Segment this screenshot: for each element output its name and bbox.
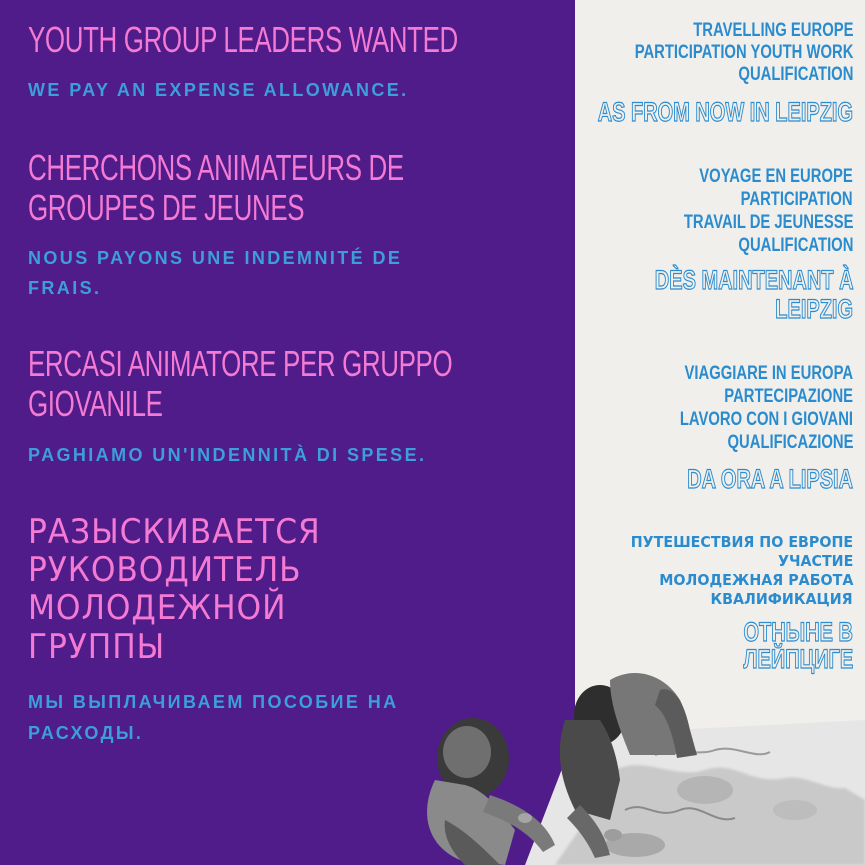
right-fr-outline-line2: LEIPZIG (775, 294, 853, 324)
headline-ru-line2: РУКОВОДИТЕЛЬ (28, 550, 302, 590)
right-ru-line2: УЧАСТИЕ (777, 552, 853, 570)
sub-ru-line1: МЫ ВЫПЛАЧИВАЕМ ПОСОБИЕ НА (28, 692, 399, 712)
headline-fr-line1: CHERCHONS ANIMATEURS DE (28, 147, 404, 188)
sub-ru-line2: РАСХОДЫ. (28, 723, 144, 743)
right-ru-line1: ПУТЕШЕСТВИЯ ПО ЕВРОПЕ (630, 533, 853, 551)
sub-fr-line2: FRAIS. (28, 278, 102, 298)
right-it-line4: QUALIFICAZIONE (727, 432, 853, 453)
right-it-line1: VIAGGIARE IN EUROPA (684, 363, 853, 384)
right-en-outline: AS FROM NOW IN LEIPZIG (597, 97, 853, 127)
headline-en: YOUTH GROUP LEADERS WANTED (28, 19, 458, 60)
right-ru-line3: МОЛОДЕЖНАЯ РАБОТА (658, 571, 853, 589)
right-it-line3: LAVORO CON I GIOVANI (679, 409, 853, 430)
right-ru-outline-line2: ЛЕЙПЦИГЕ (743, 644, 853, 674)
headline-ru-line1: РАЗЫСКИВАЕТСЯ (28, 512, 321, 552)
headline-ru-line4: ГРУППЫ (28, 627, 166, 667)
right-fr-line3: TRAVAIL DE JEUNESSE (683, 212, 853, 233)
headline-it-line2: GIOVANILE (28, 383, 163, 424)
right-en-line1: TRAVELLING EUROPE (692, 20, 853, 41)
headline-ru-line3: МОЛОДЕЖНОЙ (28, 588, 287, 628)
headline-fr-line2: GROUPES DE JEUNES (28, 187, 305, 228)
right-fr-line4: QUALIFICATION (738, 235, 853, 256)
right-en-line2: PARTICIPATION YOUTH WORK (634, 42, 853, 63)
sub-en: WE PAY AN EXPENSE ALLOWANCE. (28, 80, 409, 100)
right-en-line3: QUALIFICATION (738, 64, 853, 85)
right-it-line2: PARTECIPAZIONE (724, 386, 853, 407)
right-ru-line4: КВАЛИФИКАЦИЯ (710, 590, 853, 608)
right-fr-outline-line1: DÈS MAINTENANT À (654, 265, 853, 295)
right-fr-line2: PARTICIPATION (741, 189, 853, 210)
right-it-outline: DA ORA A LIPSIA (687, 464, 853, 494)
right-fr-line1: VOYAGE EN EUROPE (699, 166, 853, 187)
right-ru-outline-line1: ОТНЫНЕ В (743, 617, 853, 647)
sub-it: PAGHIAMO UN'INDENNITÀ DI SPESE. (28, 445, 427, 465)
headline-it-line1: ERCASI ANIMATORE PER GRUPPO (28, 343, 453, 384)
youth-map-photo (405, 660, 865, 865)
sub-fr-line1: NOUS PAYONS UNE INDEMNITÉ DE (28, 248, 403, 268)
